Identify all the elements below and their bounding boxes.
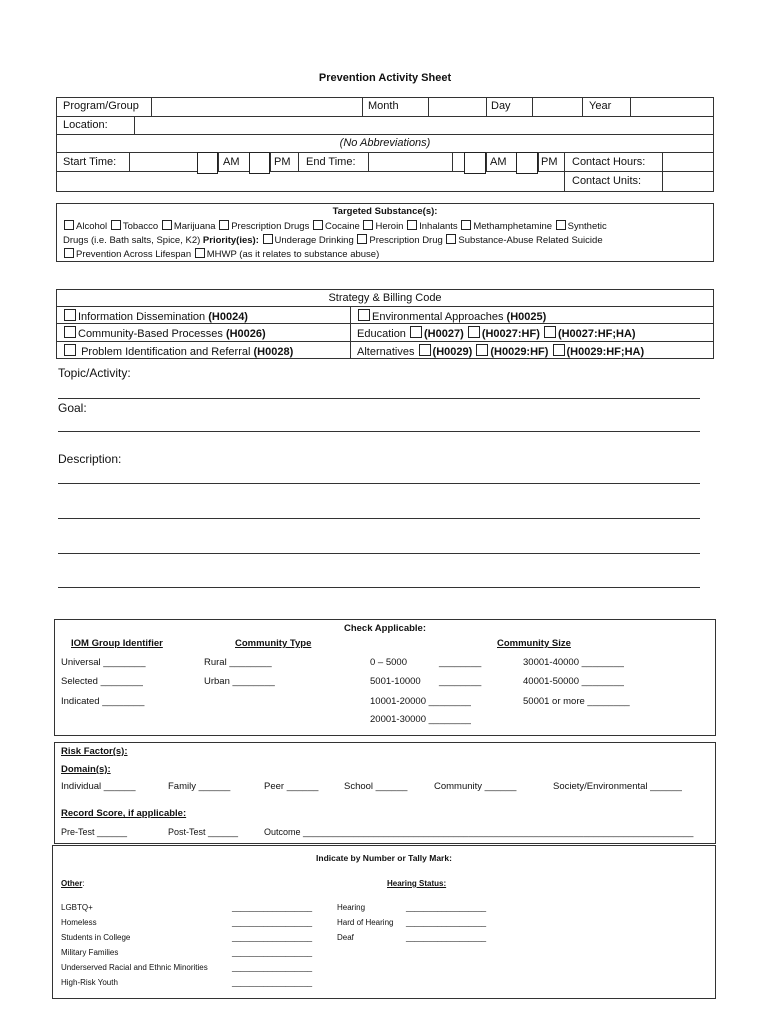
other-item: High-Risk Youth [61, 978, 118, 987]
post-test[interactable]: Post-Test ______ [168, 827, 239, 837]
education-h0027-checkbox[interactable] [410, 326, 422, 338]
other-item: LGBTQ+ [61, 903, 93, 912]
end-pm-checkbox[interactable] [516, 152, 538, 174]
community-rural[interactable]: Rural ________ [204, 657, 272, 668]
iom-indicated[interactable]: Indicated ________ [61, 696, 145, 707]
community-urban[interactable]: Urban ________ [204, 676, 275, 687]
size-20001-30000[interactable]: 20001-30000 ________ [370, 714, 471, 725]
start-am-checkbox[interactable] [197, 152, 218, 174]
lifespan-checkbox[interactable] [64, 248, 74, 258]
end-pm-label: PM [541, 156, 558, 168]
cocaine-checkbox[interactable] [313, 220, 323, 230]
outcome[interactable]: Outcome ______________________________________________________________________________ [264, 827, 694, 837]
hearing-item: Hearing [337, 903, 366, 912]
no-abbreviations-note: (No Abbreviations) [339, 137, 431, 149]
community-based-checkbox[interactable] [64, 326, 76, 338]
hearing-status-heading: Hearing Status: [387, 879, 447, 888]
iom-heading: IOM Group Identifier [71, 638, 163, 649]
strategy-community-based: Community-Based Processes (H0026) [63, 326, 266, 340]
education-hf-checkbox[interactable] [468, 326, 480, 338]
strategy-alternatives: Alternatives (H0029) (H0029:HF) (H0029:HF;HA) [357, 346, 645, 358]
suicide-priority-checkbox[interactable] [446, 234, 456, 244]
other-heading: Other: [61, 879, 85, 888]
size-30001-40000[interactable]: 30001-40000 ________ [523, 657, 624, 668]
strategy-problem-identification: Problem Identification and Referral (H0028) [63, 344, 293, 358]
domain-individual[interactable]: Individual ______ [61, 781, 136, 792]
description-line[interactable] [58, 518, 700, 519]
substances-heading: Targeted Substance(s): [332, 206, 438, 217]
end-time-label: End Time: [306, 156, 356, 168]
prescription-drug-priority-checkbox[interactable] [357, 234, 367, 244]
description-line[interactable] [58, 587, 700, 588]
domain-school[interactable]: School ______ [344, 781, 408, 792]
domain-family[interactable]: Family ______ [168, 781, 231, 792]
month-label: Month [368, 100, 399, 112]
location-label: Location: [63, 119, 108, 131]
other-item: Homeless [61, 918, 97, 927]
strategy-info-dissemination: Information Dissemination (H0024) [63, 309, 248, 323]
start-pm-checkbox[interactable] [249, 152, 270, 174]
check-applicable-heading: Check Applicable: [343, 623, 426, 634]
year-label: Year [589, 100, 612, 112]
domain-society[interactable]: Society/Environmental ______ [553, 781, 682, 792]
underage-drinking-checkbox[interactable] [263, 234, 273, 244]
other-blank[interactable]: __________________ [232, 903, 313, 912]
tobacco-checkbox[interactable] [111, 220, 121, 230]
other-blank[interactable]: __________________ [232, 948, 313, 957]
size-5001-10000: 5001-10000 [370, 676, 421, 687]
strategy-heading: Strategy & Billing Code [328, 292, 442, 304]
start-pm-label: PM [274, 156, 291, 168]
methamphetamine-checkbox[interactable] [461, 220, 471, 230]
hearing-item: Deaf [337, 933, 354, 942]
other-blank[interactable]: __________________ [232, 978, 313, 987]
pre-test[interactable]: Pre-Test ______ [61, 827, 128, 837]
domains-heading: Domain(s): [61, 764, 111, 775]
end-am-checkbox[interactable] [464, 152, 486, 174]
topic-line[interactable] [58, 398, 700, 399]
substances-row2: Drugs (i.e. Bath salts, Spice, K2) Priority(ies): Underage Drinking Prescription Drug Substance-Abuse Related Suicide [63, 235, 603, 246]
other-blank[interactable]: __________________ [232, 963, 313, 972]
end-am-label: AM [490, 156, 507, 168]
contact-units-label: Contact Units: [572, 175, 642, 187]
alcohol-checkbox[interactable] [64, 220, 74, 230]
other-item: Military Families [61, 948, 119, 957]
hearing-item: Hard of Hearing [337, 918, 394, 927]
info-dissemination-checkbox[interactable] [64, 309, 76, 321]
environmental-checkbox[interactable] [358, 309, 370, 321]
strategy-education: Education (H0027) (H0027:HF) (H0027:HF;HA) [357, 328, 636, 340]
alternatives-h0029-checkbox[interactable] [419, 344, 431, 356]
size-0-5000: 0 – 5000 [370, 657, 407, 668]
start-time-label: Start Time: [63, 156, 117, 168]
record-score-heading: Record Score, if applicable: [61, 808, 187, 819]
strategy-environmental: Environmental Approaches (H0025) [357, 309, 546, 323]
problem-identification-checkbox[interactable] [64, 344, 76, 356]
other-blank[interactable]: __________________ [232, 918, 313, 927]
substances-row1: Alcohol Tobacco Marijuana Prescription Drugs Cocaine Heroin Inhalants Methamphetamine Synthetic [63, 220, 607, 232]
inhalants-checkbox[interactable] [407, 220, 417, 230]
synthetic-checkbox[interactable] [556, 220, 566, 230]
hearing-blank[interactable]: __________________ [406, 933, 487, 942]
iom-selected[interactable]: Selected ________ [61, 676, 143, 687]
program-group-label: Program/Group [63, 100, 139, 112]
day-label: Day [491, 100, 511, 112]
size-0-5000-blank[interactable]: ________ [439, 657, 482, 668]
mhwp-checkbox[interactable] [195, 248, 205, 258]
hearing-blank[interactable]: __________________ [406, 918, 487, 927]
description-line[interactable] [58, 553, 700, 554]
domain-community[interactable]: Community ______ [434, 781, 517, 792]
risk-factors-heading: Risk Factor(s): [61, 746, 128, 757]
prescription-drugs-checkbox[interactable] [219, 220, 229, 230]
size-40001-50000[interactable]: 40001-50000 ________ [523, 676, 624, 687]
other-blank[interactable]: __________________ [232, 933, 313, 942]
alternatives-hfha-checkbox[interactable] [553, 344, 565, 356]
size-50001-more[interactable]: 50001 or more ________ [523, 696, 630, 707]
start-am-label: AM [223, 156, 240, 168]
education-hfha-checkbox[interactable] [544, 326, 556, 338]
topic-label: Topic/Activity: [58, 366, 131, 380]
other-item: Underserved Racial and Ethnic Minorities [61, 963, 208, 972]
contact-hours-label: Contact Hours: [572, 156, 646, 168]
goal-line[interactable] [58, 431, 700, 432]
heroin-checkbox[interactable] [363, 220, 373, 230]
iom-universal[interactable]: Universal ________ [61, 657, 146, 668]
domain-peer[interactable]: Peer ______ [264, 781, 319, 792]
size-10001-20000[interactable]: 10001-20000 ________ [370, 696, 471, 707]
size-5001-10000-blank[interactable]: ________ [439, 676, 482, 687]
community-type-heading: Community Type [235, 638, 312, 649]
substances-row3: Prevention Across Lifespan MHWP (as it relates to substance abuse) [63, 248, 379, 260]
goal-label: Goal: [58, 401, 87, 415]
alternatives-hf-checkbox[interactable] [476, 344, 488, 356]
hearing-blank[interactable]: __________________ [406, 903, 487, 912]
community-size-heading: Community Size [497, 638, 571, 649]
tally-heading: Indicate by Number or Tally Mark: [316, 853, 452, 863]
description-line[interactable] [58, 483, 700, 484]
marijuana-checkbox[interactable] [162, 220, 172, 230]
other-item: Students in College [61, 933, 131, 942]
page-title: Prevention Activity Sheet [318, 72, 452, 84]
description-label: Description: [58, 452, 122, 466]
